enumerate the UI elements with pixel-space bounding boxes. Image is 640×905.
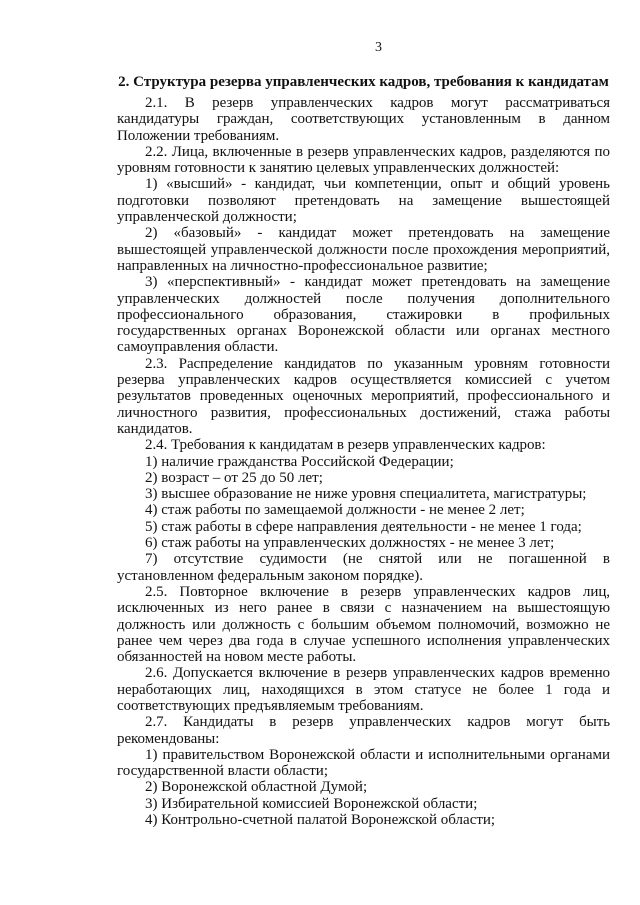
paragraph-2-3: 2.3. Распределение кандидатов по указанным уровням готовности резерва управленческих кадров осуществляется комиссией с учетом результатов проведенных оценочных мероприятий, профессионального и личностного развития, профессиональных достижений, стажа работы кандидатов.: [117, 355, 610, 437]
list-item-recommender-1: 1) правительством Воронежской области и исполнительными органами государственной власти области;: [117, 746, 610, 780]
paragraph-2-4: 2.4. Требования к кандидатам в резерв управленческих кадров:: [145, 437, 546, 454]
list-item-level-basic: 2) «базовый» - кандидат может претендовать на замещение вышестоящей управленческой должности после прохождения мероприятий, направленных на личностно-профессиональное развитие;: [117, 225, 610, 274]
paragraph-2-5: 2.5. Повторное включение в резерв управленческих кадров лиц, исключенных из него ранее в связи с назначением на вышестоящую должность или должность с большим объемом полномочий, возможно не ранее чем через два года в случае успешного исполнения управленческих обязанностей на новом месте работы.: [117, 583, 610, 666]
list-item-requirement-3: 3) высшее образование не ниже уровня специалитета, магистратуры;: [145, 486, 587, 503]
list-item-requirement-6: 6) стаж работы на управленческих должностях - не менее 3 лет;: [145, 535, 555, 552]
list-item-requirement-7: 7) отсутствие судимости (не снятой или не погашенной в установленном федеральным законом порядке).: [117, 551, 610, 584]
list-item-recommender-3: 3) Избирательной комиссией Воронежской области;: [145, 795, 478, 812]
paragraph-2-1: 2.1. В резерв управленческих кадров могут рассматриваться кандидатуры граждан, соответствующих установленным в данном Положении требованиям.: [117, 95, 610, 144]
paragraph-2-7: 2.7. Кандидаты в резерв управленческих кадров могут быть рекомендованы:: [117, 714, 610, 747]
list-item-requirement-2: 2) возраст – от 25 до 50 лет;: [145, 469, 323, 486]
page-number: 3: [375, 40, 382, 55]
paragraph-2-2: 2.2. Лица, включенные в резерв управленческих кадров, разделяются по уровням готовности к занятию целевых управленческих должностей:: [117, 143, 610, 177]
list-item-requirement-4: 4) стаж работы по замещаемой должности - не менее 2 лет;: [145, 502, 525, 519]
list-item-requirement-5: 5) стаж работы в сфере направления деятельности - не менее 1 года;: [145, 518, 582, 535]
list-item-recommender-4: 4) Контрольно-счетной палатой Воронежской области;: [145, 812, 496, 829]
list-item-requirement-1: 1) наличие гражданства Российской Федерации;: [145, 453, 454, 470]
list-item-level-perspective: 3) «перспективный» - кандидат может претендовать на замещение управленческих должностей после получения дополнительного профессионального образования, стажировки в профильных государственных органах Воронежской области или органах местного самоуправления области.: [117, 274, 610, 356]
paragraph-2-6: 2.6. Допускается включение в резерв управленческих кадров временно неработающих лиц, находящихся в этом статусе не более 1 года и соответствующих предъявляемым требованиям.: [117, 665, 610, 714]
list-item-recommender-2: 2) Воронежской областной Думой;: [145, 779, 368, 796]
section-heading: 2. Структура резерва управленческих кадров, требования к кандидатам: [118, 74, 609, 90]
list-item-level-highest: 1) «высший» - кандидат, чьи компетенции, опыт и общий уровень подготовки позволяют претендовать на замещение вышестоящей управленческой должности;: [117, 176, 610, 226]
